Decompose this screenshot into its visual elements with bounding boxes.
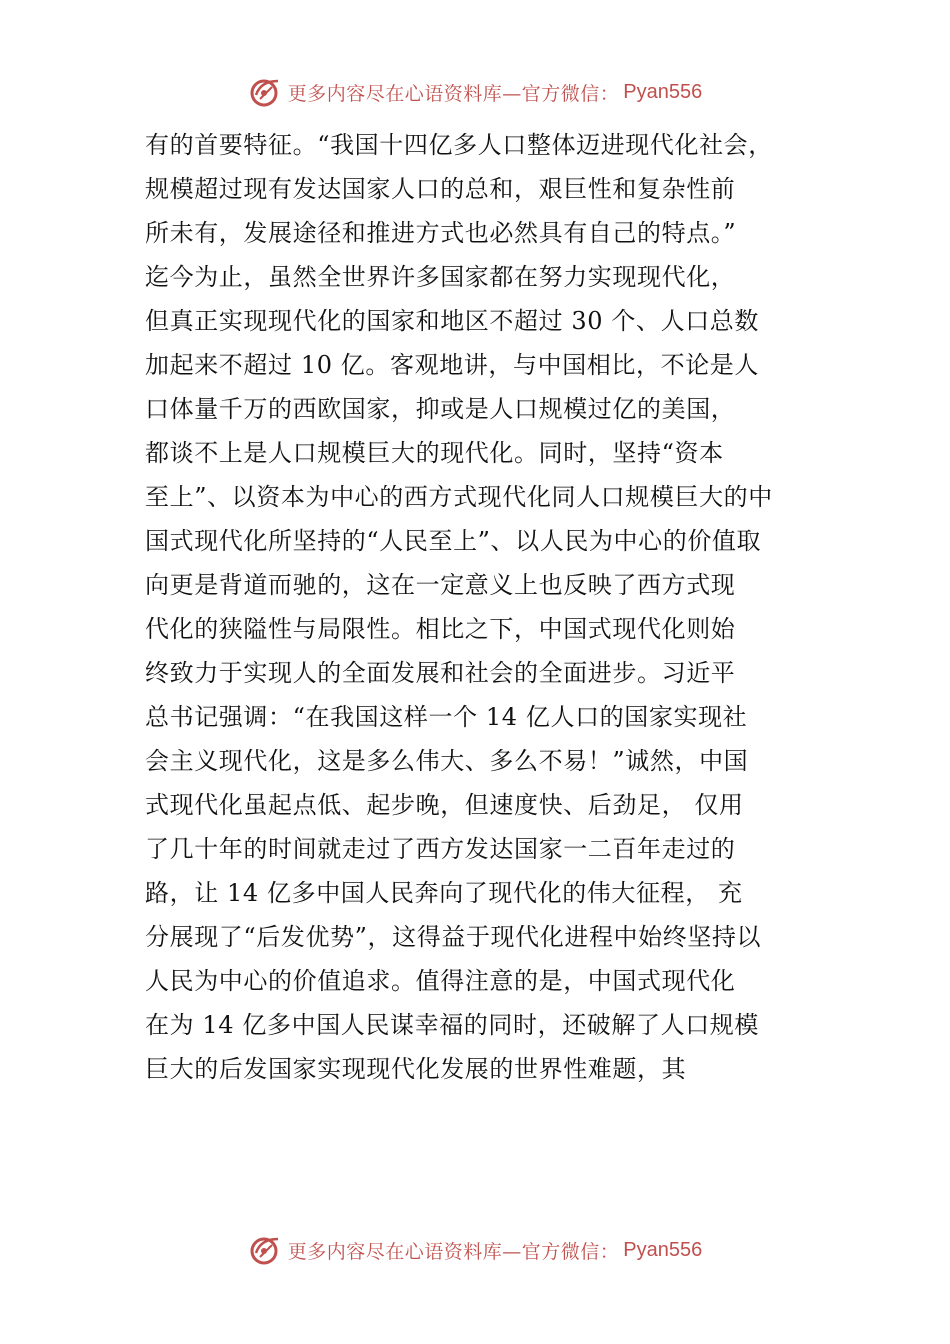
text-line: 向更是背道而驰的，这在一定意义上也反映了西方式现 bbox=[145, 571, 736, 599]
text-line: 有的首要特征。“我国十四亿多人口整体迈进现代化社会， bbox=[145, 131, 773, 159]
text-line: 分展现了“后发优势”，这得益于现代化进程中始终坚持以 bbox=[145, 923, 762, 951]
text-line: 总书记强调：“在我国这样一个 14 亿人口的国家实现社 bbox=[145, 703, 748, 731]
text-line: 加起来不超过 10 亿。客观地讲，与中国相比，不论是人 bbox=[145, 351, 759, 379]
text-line: 在为 14 亿多中国人民谋幸福的同时，还破解了人口规模 bbox=[145, 1011, 759, 1039]
banner-wechat-id: Pyan556 bbox=[623, 80, 703, 103]
text-line: 至上”、以资本为中心的西方式现代化同人口规模巨大的中 bbox=[145, 483, 773, 511]
document-body bbox=[145, 123, 825, 1091]
brand-logo-icon bbox=[248, 75, 282, 109]
text-line: 规模超过现有发达国家人口的总和，艰巨性和复杂性前 bbox=[145, 175, 736, 203]
text-line: 巨大的后发国家实现现代化发展的世界性难题，其 bbox=[145, 1055, 687, 1083]
text-line: 式现代化虽起点低、起步晚，但速度快、后劲足， 仅用 bbox=[145, 791, 744, 819]
text-line: 人民为中心的价值追求。值得注意的是，中国式现代化 bbox=[145, 967, 736, 995]
text-line: 路，让 14 亿多中国人民奔向了现代化的伟大征程， 充 bbox=[145, 879, 743, 907]
text-line: 代化的狭隘性与局限性。相比之下，中国式现代化则始 bbox=[145, 615, 736, 643]
footer-banner bbox=[0, 1228, 950, 1272]
text-line: 所未有，发展途径和推进方式也必然具有自己的特点。” bbox=[145, 219, 737, 247]
brand-logo-icon bbox=[248, 1233, 282, 1267]
text-line: 迄今为止，虽然全世界许多国家都在努力实现现代化， bbox=[145, 263, 736, 291]
text-line: 都谈不上是人口规模巨大的现代化。同时，坚持“资本 bbox=[145, 439, 724, 467]
text-line: 口体量千万的西欧国家，抑或是人口规模过亿的美国， bbox=[145, 395, 736, 423]
header-banner bbox=[0, 70, 950, 114]
banner-text: 更多内容尽在心语资料库—官方微信： bbox=[287, 1240, 620, 1263]
banner-text: 更多内容尽在心语资料库—官方微信： bbox=[287, 82, 620, 105]
banner-wechat-id: Pyan556 bbox=[623, 1238, 703, 1261]
text-line: 终致力于实现人的全面发展和社会的全面进步。习近平 bbox=[145, 659, 736, 687]
text-line: 会主义现代化，这是多么伟大、多么不易！”诚然，中国 bbox=[145, 747, 749, 775]
text-line: 国式现代化所坚持的“人民至上”、以人民为中心的价值取 bbox=[145, 527, 762, 555]
text-line: 了几十年的时间就走过了西方发达国家一二百年走过的 bbox=[145, 835, 736, 863]
text-line: 但真正实现现代化的国家和地区不超过 30 个、人口总数 bbox=[145, 307, 759, 335]
